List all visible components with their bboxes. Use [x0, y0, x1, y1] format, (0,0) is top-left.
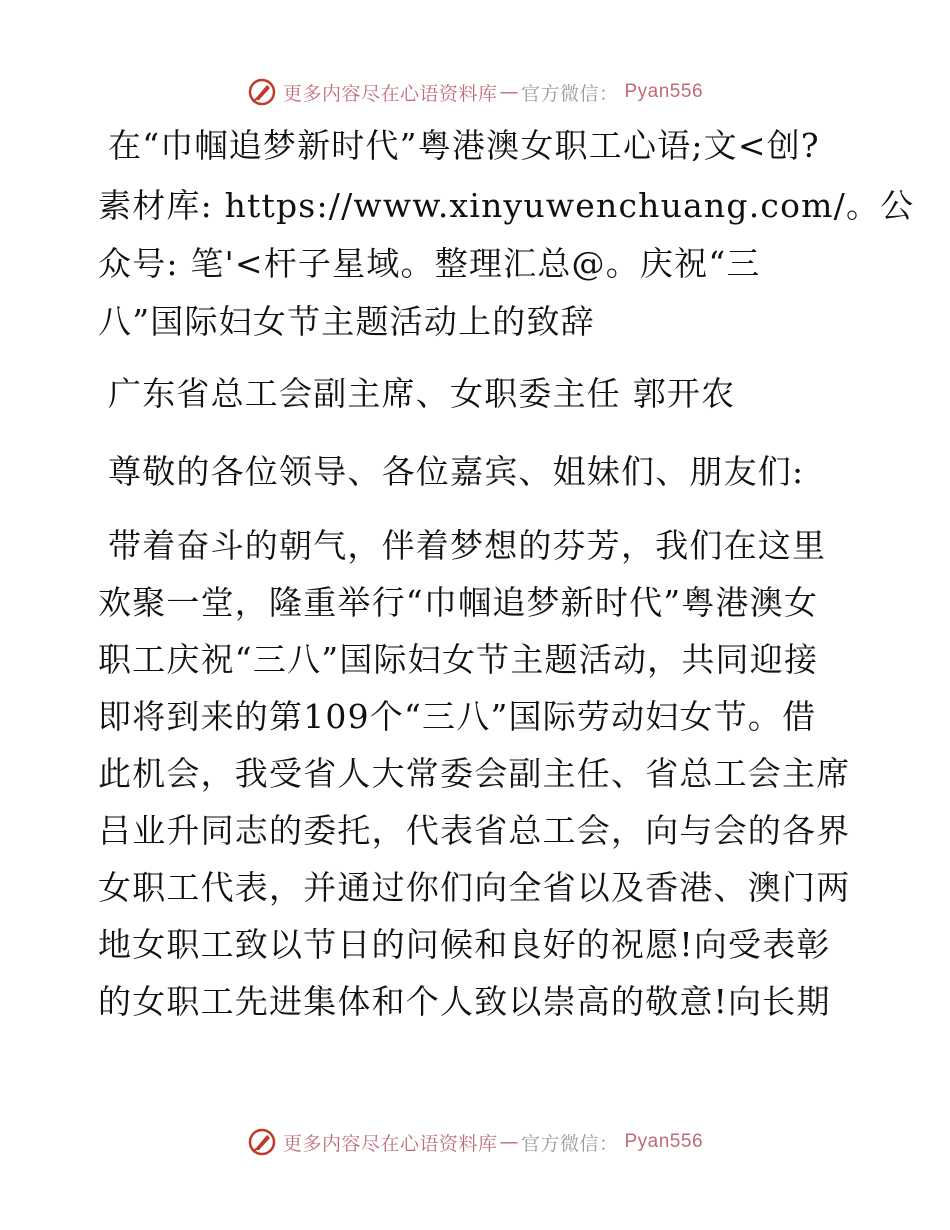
title-line-4: 八”国际妇女节主题活动上的致辞	[98, 302, 595, 341]
watermark-dash: —	[499, 81, 519, 103]
pen-logo-icon	[247, 1127, 277, 1157]
body-line-4: 即将到来的第109个“三八”国际劳动妇女节。借	[98, 697, 817, 736]
footer-watermark	[0, 1122, 950, 1162]
body-line-8: 地女职工致以节日的问候和良好的祝愿!向受表彰	[98, 925, 831, 964]
body-line-5: 此机会，我受省人大常委会副主任、省总工会主席	[98, 754, 851, 793]
body-line-6: 吕业升同志的委托，代表省总工会，向与会的各界	[98, 811, 851, 850]
watermark-account: Pyan556	[624, 1131, 704, 1152]
body-line-9: 的女职工先进集体和个人致以崇高的敬意!向长期	[98, 982, 831, 1021]
watermark-text: 更多内容尽在心语资料库	[282, 1132, 498, 1155]
salutation-line: 尊敬的各位领导、各位嘉宾、姐妹们、朋友们:	[108, 452, 805, 491]
watermark-official-label: 官方微信：	[520, 82, 619, 105]
watermark-account: Pyan556	[624, 81, 704, 102]
body-line-2: 欢聚一堂，隆重举行“巾帼追梦新时代”粤港澳女	[98, 583, 819, 622]
body-line-3: 职工庆祝“三八”国际妇女节主题活动，共同迎接	[98, 640, 819, 679]
title-line-2: 素材库: https://www.xinyuwenchuang.com/。公	[98, 186, 915, 225]
body-line-7: 女职工代表，并通过你们向全省以及香港、澳门两	[98, 868, 851, 907]
watermark-text: 更多内容尽在心语资料库	[282, 82, 498, 105]
watermark-dash: —	[499, 1131, 519, 1153]
watermark-official-label: 官方微信：	[520, 1132, 619, 1155]
title-line-1: 在“巾帼追梦新时代”粤港澳女职工心语;文<创?	[108, 126, 820, 165]
header-watermark	[0, 72, 950, 112]
title-line-3: 众号: 笔'<杆子星域。整理汇总@。庆祝“三	[98, 244, 761, 283]
body-line-1: 带着奋斗的朝气，伴着梦想的芬芳，我们在这里	[108, 526, 827, 565]
speaker-line: 广东省总工会副主席、女职委主任 郭开农	[108, 374, 736, 413]
pen-logo-icon	[247, 77, 277, 107]
